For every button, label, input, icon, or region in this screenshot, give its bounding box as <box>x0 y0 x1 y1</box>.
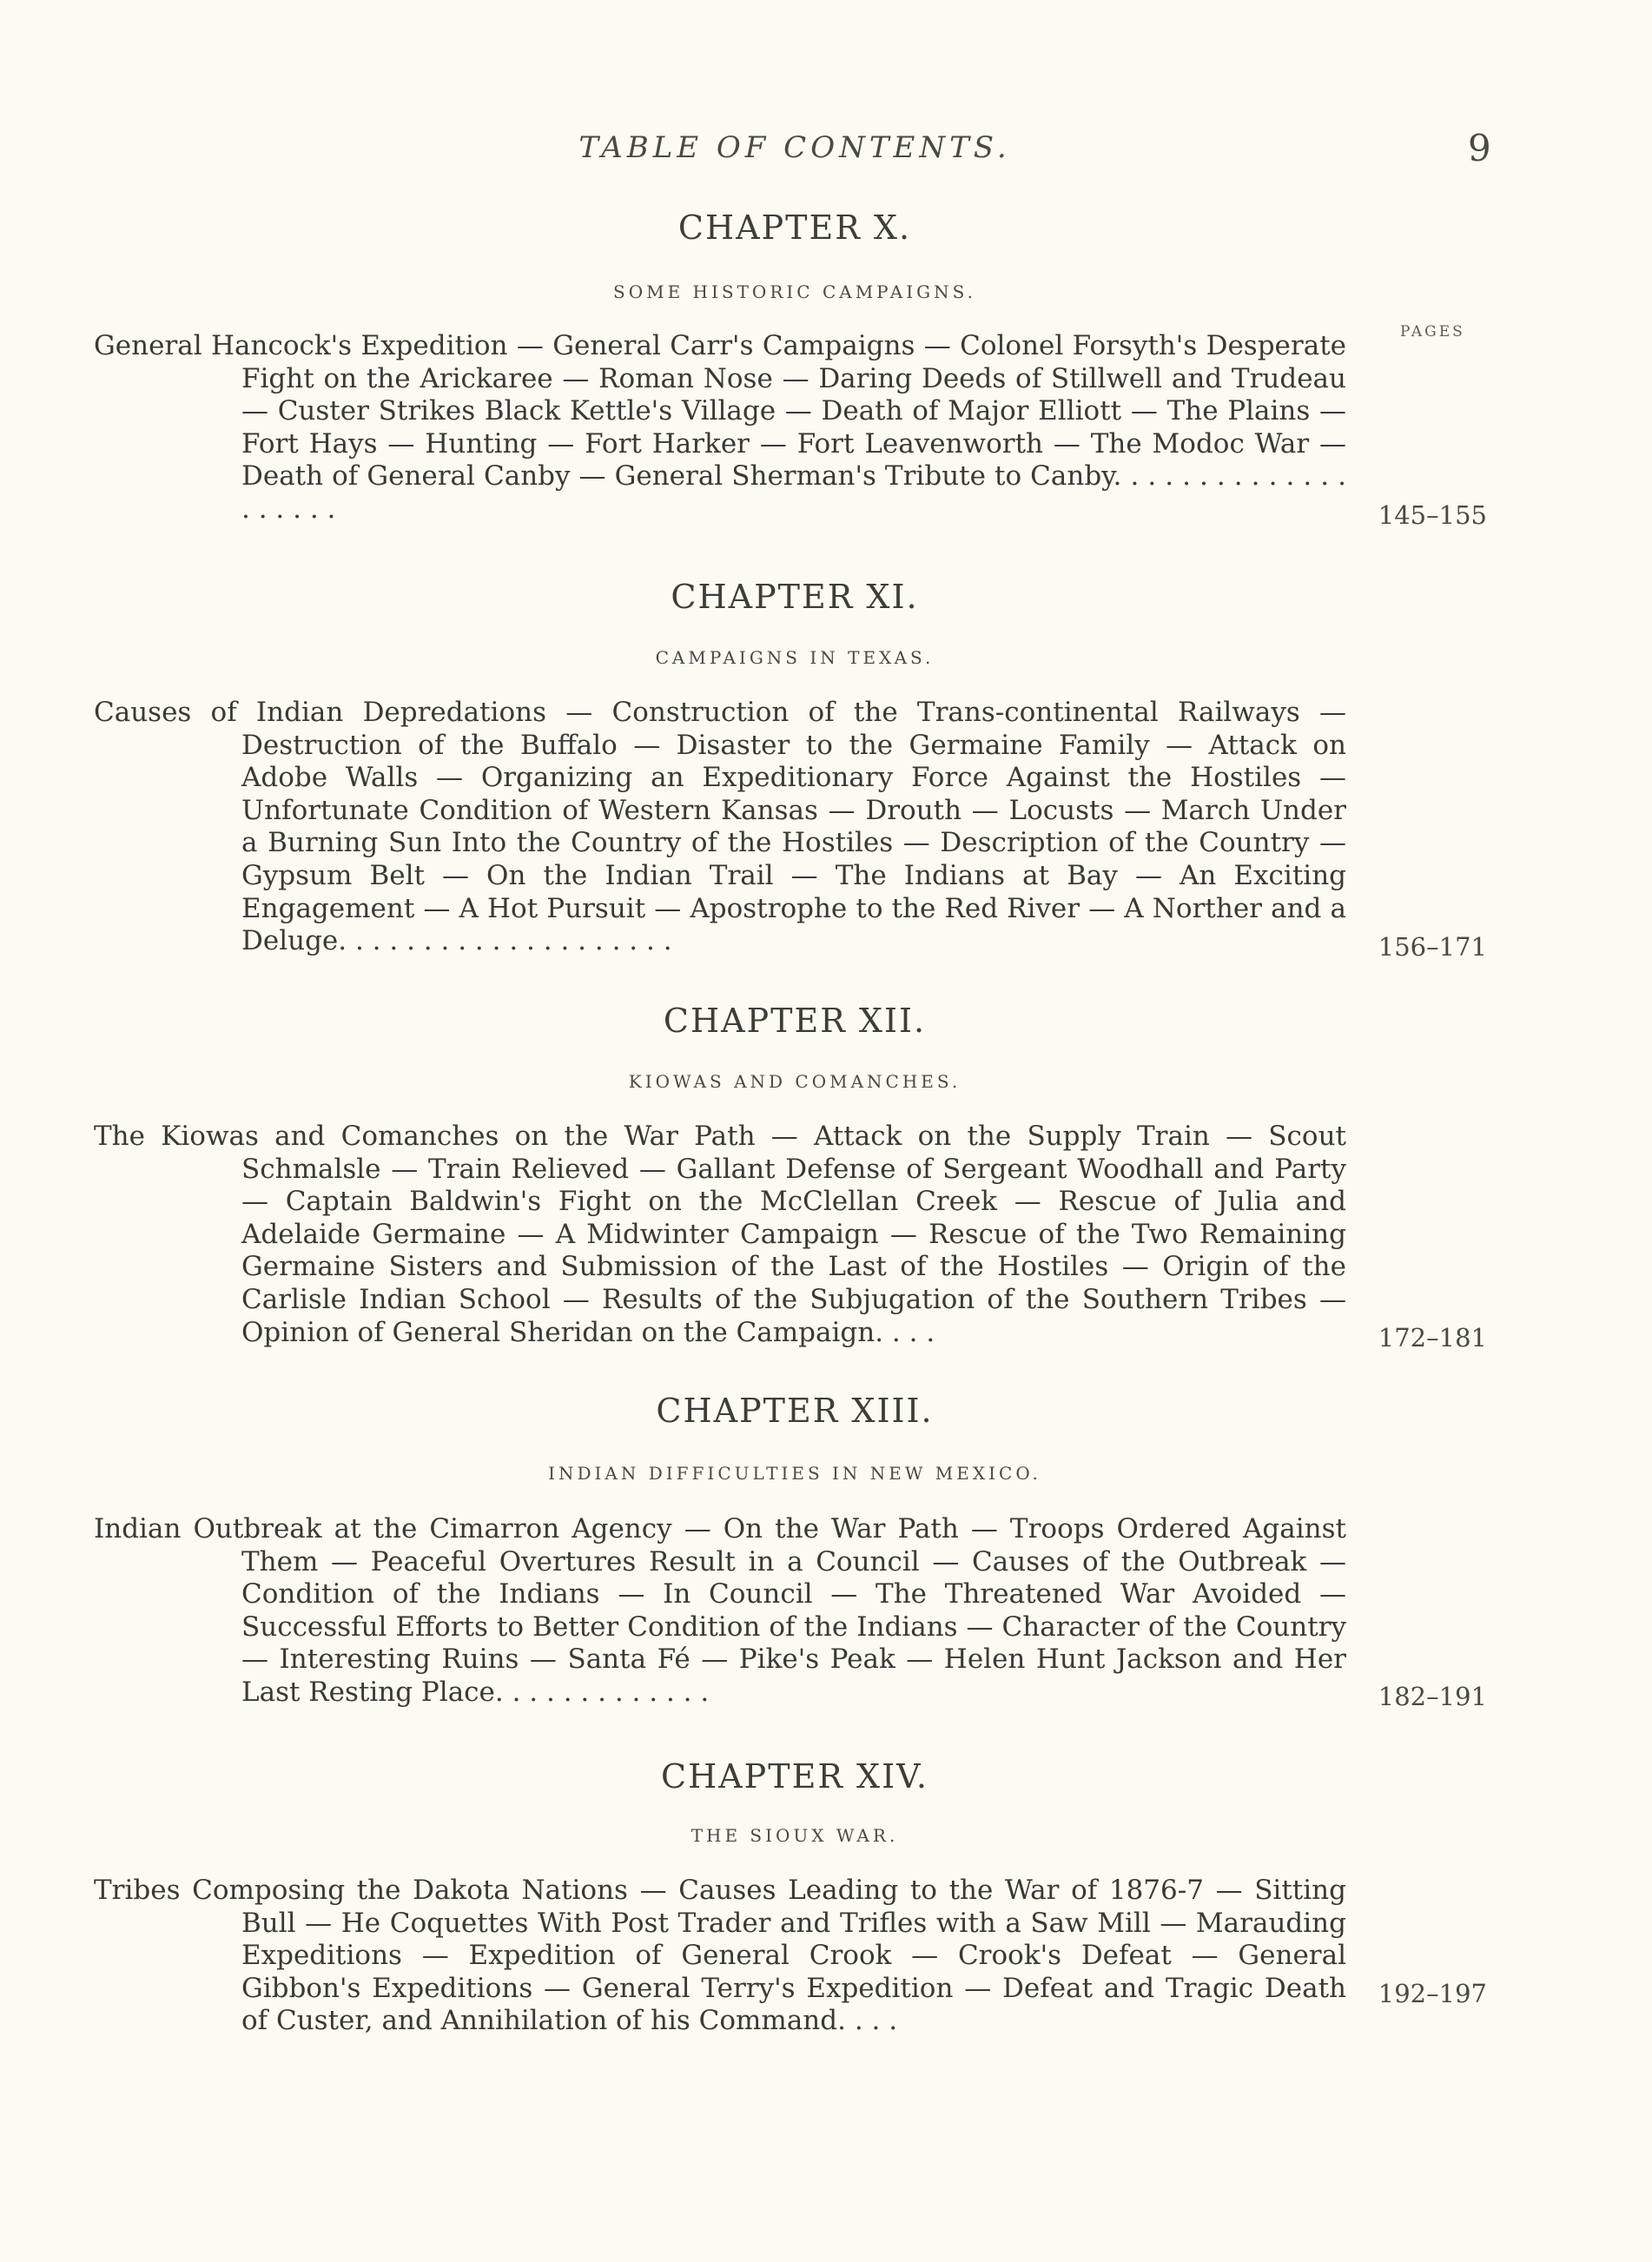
chapter-heading: CHAPTER XII. <box>663 1002 927 1040</box>
page-number: 9 <box>1468 127 1491 169</box>
chapter-summary: Causes of Indian Depredations — Construction of the Trans-continental Railways — Destruction of the Buffalo — Disaster to the Germaine Family — Attack on Adobe Walls — Organizing an Expeditionary Force Against the Hostiles — Unfortunate Condition of Western Kansas — Drouth — Locusts — March Under a Burning Sun Into the Country of the Hostiles — Description of the Country — Gypsum Belt — On the Indian Trail — The Indians at Bay — An Exciting Engagement — A Hot Pursuit — Apostrophe to the Red River — A Norther and a Deluge. . . . . . . . . . . . . . . . . . . . <box>94 697 1346 957</box>
chapter-summary: General Hancock's Expedition — General Carr's Campaigns — Colonel Forsyth's Desperate Fight on the Arickaree — Roman Nose — Daring Deeds of Stillwell and Trudeau — Custer Strikes Black Kettle's Village — Death of Major Elliott — The Plains — Fort Hays — Hunting — Fort Harker — Fort Leavenworth — The Modoc War — Death of General Canby — General Sherman's Tribute to Canby. . . . . . . . . . . . . . . . . . . . <box>94 330 1346 525</box>
chapter-heading: CHAPTER XI. <box>671 578 919 616</box>
page-range: 145–155 <box>1378 500 1487 530</box>
chapter-heading: CHAPTER X. <box>677 208 912 247</box>
chapter-subtitle: KIOWAS AND COMANCHES. <box>628 1071 961 1092</box>
chapter-subtitle: SOME HISTORIC CAMPAIGNS. <box>613 281 976 302</box>
chapter-summary: The Kiowas and Comanches on the War Path — Attack on the Supply Train — Scout Schmalsle — Train Relieved — Gallant Defense of Sergeant Woodhall and Party — Captain Baldwin's Fight on the McClellan Creek — Rescue of Julia and Adelaide Germaine — A Midwinter Campaign — Rescue of the Two Remaining Germaine Sisters and Submission of the Last of the Hostiles — Origin of the Carlisle Indian School — Results of the Subjugation of the Southern Tribes — Opinion of General Sheridan on the Campaign. . . . <box>94 1121 1346 1348</box>
chapter-heading: CHAPTER XIV. <box>661 1757 928 1796</box>
running-title: TABLE OF CONTENTS. <box>578 130 1011 165</box>
chapter-summary: Tribes Composing the Dakota Nations — Causes Leading to the War of 1876-7 — Sitting Bull — He Coquettes With Post Trader and Trifles with a Saw Mill — Marauding Expeditions — Expedition of General Crook — Crook's Defeat — General Gibbon's Expeditions — General Terry's Expedition — Defeat and Tragic Death of Custer, and Annihilation of his Command. . . . <box>94 1875 1346 2037</box>
chapter-subtitle: INDIAN DIFFICULTIES IN NEW MEXICO. <box>548 1463 1041 1484</box>
chapter-summary: Indian Outbreak at the Cimarron Agency — On the War Path — Troops Ordered Against Them — Peaceful Overtures Result in a Council — Causes of the Outbreak — Condition of the Indians — In Council — The Threatened War Avoided — Successful Efforts to Better Condition of the Indians — Character of the Country — Interesting Ruins — Santa Fé — Pike's Peak — Helen Hunt Jackson and Her Last Resting Place. . . . . . . . . . . . . <box>94 1513 1346 1708</box>
page-range: 156–171 <box>1378 932 1487 962</box>
running-head <box>0 127 1652 182</box>
chapter-subtitle: THE SIOUX WAR. <box>691 1825 899 1846</box>
page-range: 172–181 <box>1378 1323 1487 1353</box>
chapter-subtitle: CAMPAIGNS IN TEXAS. <box>655 647 935 668</box>
page-range: 182–191 <box>1378 1682 1487 1711</box>
page-range: 192–197 <box>1378 1979 1487 2008</box>
chapter-heading: CHAPTER XIII. <box>656 1392 934 1430</box>
pages-column-label: PAGES <box>1400 323 1465 341</box>
